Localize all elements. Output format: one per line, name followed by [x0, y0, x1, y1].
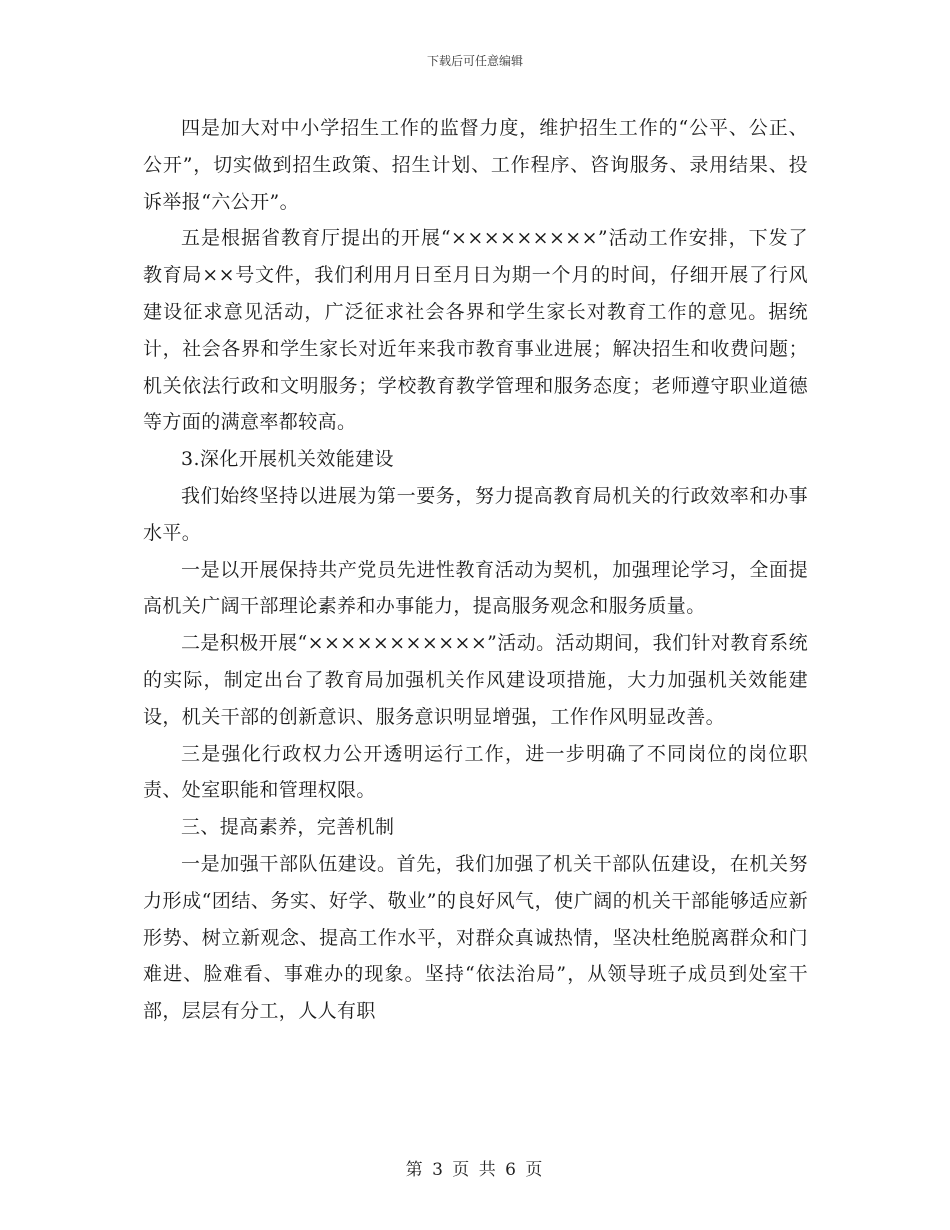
paragraph-2: 五是根据省教育厅提出的开展“×××××××××”活动工作安排，下发了教育局××号文件，我们利用月日至月日为期一个月的时间，仔细开展了行风建设征求意见活动，广泛征求社会各界和学生家长对教育工作的意见。据统计，社会各界和学生家长对近年来我市教育事业进展；解决招生和收费问题；机关依法行政和文明服务；学校教育教学管理和服务态度；老师遵守职业道德等方面的满意率都较高。	[143, 227, 808, 434]
page-number-footer: 第 3 页 共 6 页	[405, 1160, 545, 1180]
paragraph-9: 一是加强干部队伍建设。首先，我们加强了机关干部队伍建设，在机关努力形成“团结、务实、好学、敬业”的良好风气，使广阔的机关干部能够适应新形势、树立新观念、提高工作水平，对群众真诚热情，坚决杜绝脱离群众和门难进、脸难看、事难办的现象。坚持“依法治局”，从领导班子成员到处室干部，层层有分工，人人有职	[143, 852, 808, 1023]
paragraph-6: 二是积极开展“×××××××××××”活动。活动期间，我们针对教育系统的实际，制定出台了教育局加强机关作风建设项措施，大力加强机关效能建设，机关干部的创新意识、服务意识明显增强，工作作风明显改善。	[143, 632, 808, 728]
paragraph-7: 三是强化行政权力公开透明运行工作，进一步明确了不同岗位的岗位职责、处室职能和管理权限。	[143, 742, 808, 802]
paragraph-4: 我们始终坚持以进展为第一要务，努力提高教育局机关的行政效率和办事水平。	[143, 484, 808, 544]
document-body	[143, 110, 808, 1030]
paragraph-5: 一是以开展保持共产党员先进性教育活动为契机，加强理论学习，全面提高机关广阔干部理论素养和办事能力，提高服务观念和服务质量。	[143, 558, 808, 618]
paragraph-1: 四是加大对中小学招生工作的监督力度，维护招生工作的“公平、公正、公开”，切实做到招生政策、招生计划、工作程序、咨询服务、录用结果、投诉举报“六公开”。	[143, 117, 808, 213]
page-header-note: 下载后可任意编辑	[426, 54, 523, 68]
section-heading-3: 3.深化开展机关效能建设	[181, 448, 394, 471]
section-heading-part-3: 三、提高素养，完善机制	[181, 816, 395, 839]
